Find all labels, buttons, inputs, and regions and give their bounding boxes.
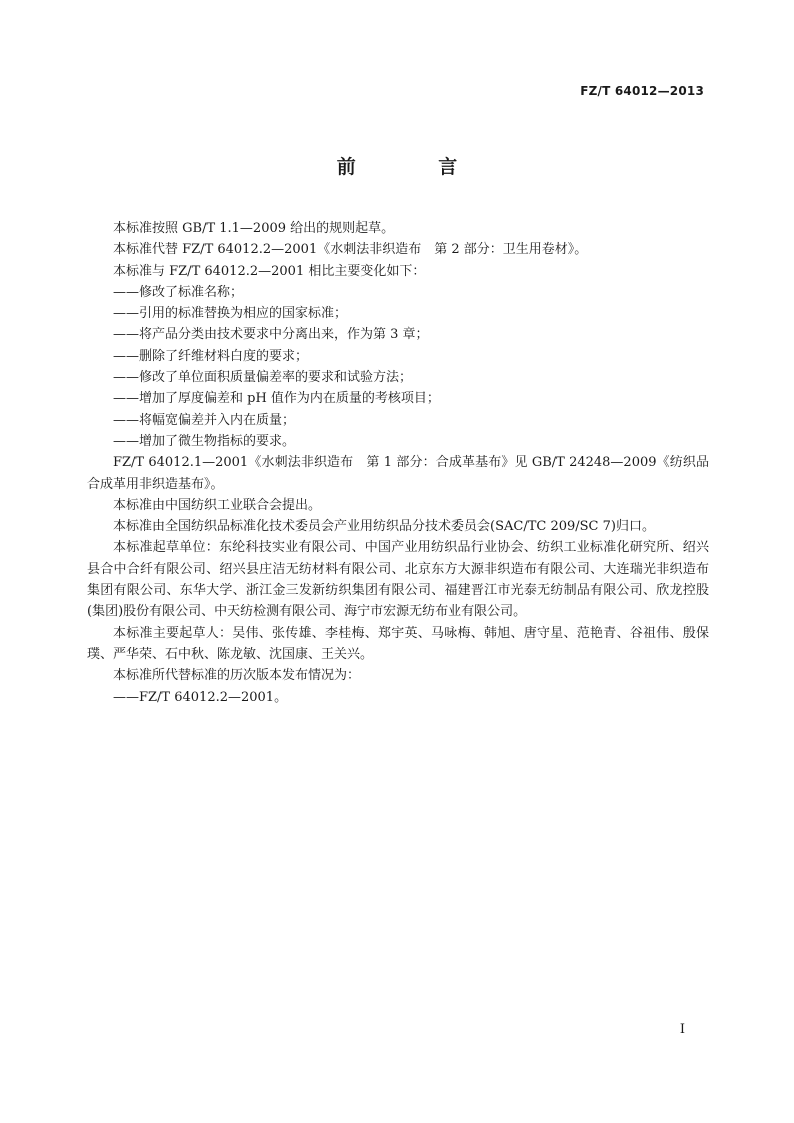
change-item: ——将幅宽偏差并入内在质量； [113,412,296,428]
paragraph-history-intro: 本标准所代替标准的历次版本发布情况为： [113,668,361,684]
page-number: I [679,1022,685,1037]
paragraph-drafting-units: 本标准起草单位：东纶科技实业有限公司、中国产业用纺织品行业协会、纺织工业标准化研究所、绍兴县合中合纤有限公司、绍兴县庄洁无纺材料有限公司、北京东方大源非织造布有限公司、大连瑞光非织造布集团有限公司、东华大学、浙江金三发新纺织集团有限公司、福建晋江市光泰无纺制品有限公司、欣龙控股(集团)股份有限公司、中天纺检测有限公司、海宁市宏源无纺布业有限公司。 [87,540,709,620]
paragraph-changes-intro: 本标准与 FZ/T 64012.2—2001 相比主要变化如下： [113,263,426,279]
paragraph-administered-by: 本标准由全国纺织品标准化技术委员会产业用纺织品分技术委员会(SAC/TC 209/SC 7)归口。 [113,519,655,535]
standard-code: FZ/T 64012—2013 [580,84,704,98]
paragraph-part1-reference: FZ/T 64012.1—2001《水刺法非织造布 第 1 部分：合成革基布》见 GB/T 24248—2009《纺织品 合成革用非织造基布》。 [87,455,709,492]
change-item: ——引用的标准替换为相应的国家标准； [113,306,348,322]
change-item: ——修改了单位面积质量偏差率的要求和试验方法； [113,370,413,386]
change-item: ——删除了纤维材料白度的要求； [113,348,309,364]
paragraph-drafters: 本标准主要起草人：吴伟、张传雄、李桂梅、郑宇英、马咏梅、韩旭、唐守星、范艳青、谷祖伟、殷保璞、严华荣、石中秋、陈龙敏、沈国康、王关兴。 [87,625,709,662]
paragraph-drafting-rules: 本标准按照 GB/T 1.1—2009 给出的规则起草。 [113,221,395,236]
change-item: ——将产品分类由技术要求中分离出来，作为第 3 章； [113,327,429,343]
change-item: ——修改了标准名称； [113,284,244,300]
paragraph-proposed-by: 本标准由中国纺织工业联合会提出。 [113,497,322,513]
history-item: ——FZ/T 64012.2—2001。 [113,689,288,705]
page-title: 前 言 [336,156,496,178]
change-item: ——增加了厚度偏差和 pH 值作为内在质量的考核项目； [113,391,440,407]
change-item: ——增加了微生物指标的要求。 [113,433,296,449]
foreword-body [87,218,709,708]
paragraph-replaces: 本标准代替 FZ/T 64012.2—2001《水刺法非织造布 第 2 部分：卫生用卷材》。 [113,242,588,258]
